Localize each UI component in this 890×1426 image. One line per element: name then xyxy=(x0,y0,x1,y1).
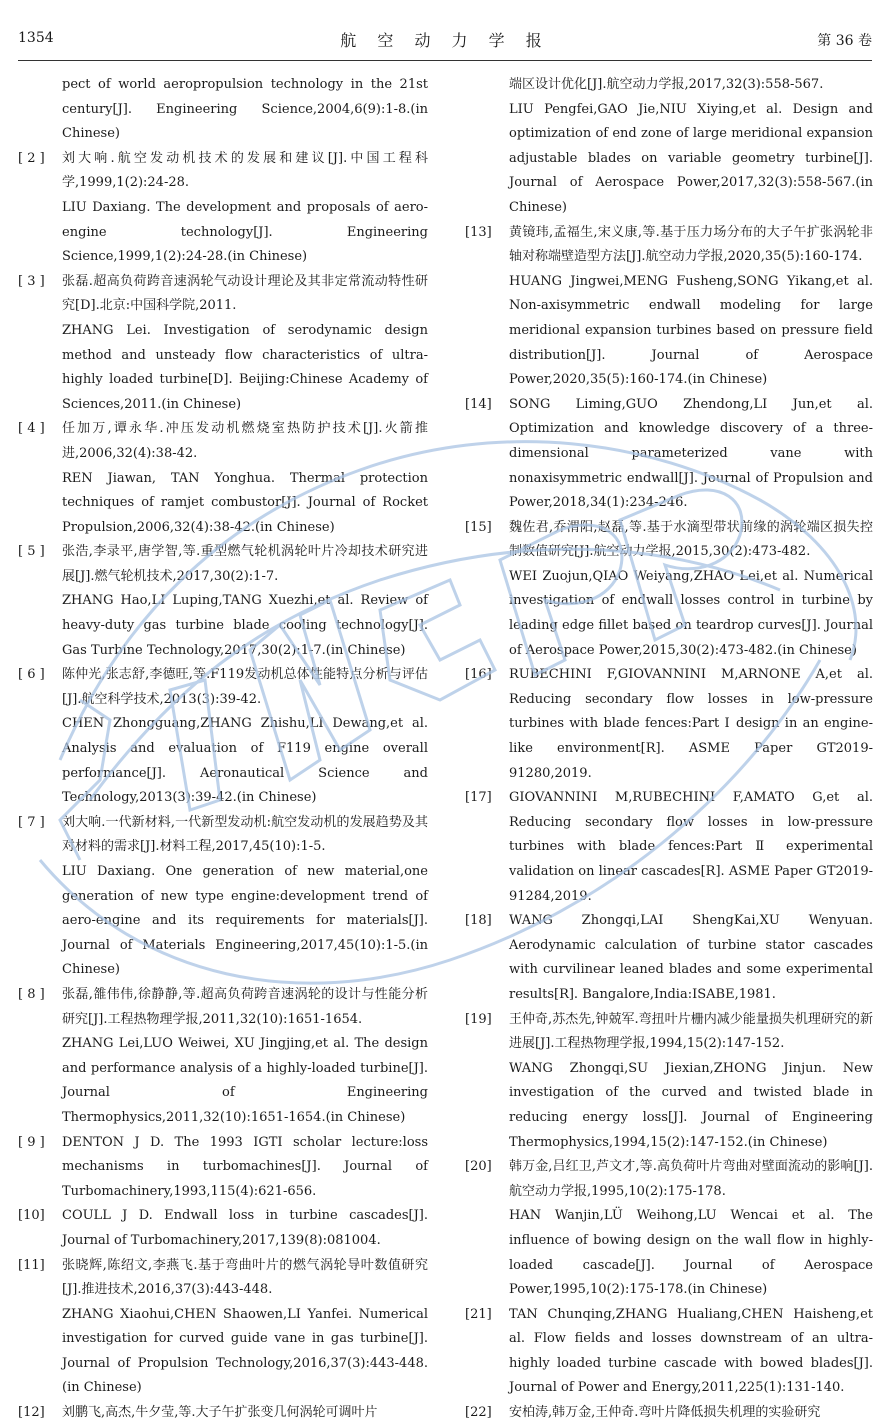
reference-item xyxy=(18,540,428,663)
reference-item xyxy=(18,811,428,983)
reference-item xyxy=(465,1303,873,1401)
reference-text: 刘大响.一代新材料,一代新型发动机:航空发动机的发展趋势及其对材料的需求[J].材料工程,2017,45(10):1-5. xyxy=(62,814,428,855)
reference-number: [ 6 ] xyxy=(18,667,45,683)
reference-item xyxy=(465,1401,873,1426)
reference-number: [16] xyxy=(465,667,492,683)
reference-text: RUBECHINI F,GIOVANNINI M,ARNONE A,et al. Reducing secondary flow losses in low-pressure turbines with blade fences:Part Ⅰ design in an engine-like environment[R]. ASME Paper GT2019-91280,2019. xyxy=(509,667,873,781)
reference-text: pect of world aeropropulsion technology in the 21st century[J]. Engineering Science,2004,6(9):1-8.(in Chinese) xyxy=(62,77,428,142)
reference-text: 端区设计优化[J].航空动力学报,2017,32(3):558-567. xyxy=(509,77,824,92)
reference-item xyxy=(18,1204,428,1253)
reference-text: GIOVANNINI M,RUBECHINI F,AMATO G,et al. Reducing secondary flow losses in low-pressure turbines with blade fences:Part Ⅱ experimental validation on linear cascades[R]. ASME Paper GT2019-91284,2019. xyxy=(509,790,873,904)
reference-text: 陈仲光,张志舒,李德旺,等.F119发动机总体性能特点分析与评估[J].航空科学技术,2013(3):39-42. xyxy=(62,667,428,707)
reference-text: 韩万金,吕红卫,芦文才,等.高负荷叶片弯曲对壁面流动的影响[J].航空动力学报,1995,10(2):175-178. xyxy=(509,1159,873,1199)
reference-item xyxy=(465,786,873,909)
reference-number: [17] xyxy=(465,790,492,806)
header-divider xyxy=(18,60,872,61)
reference-number: [11] xyxy=(18,1257,45,1273)
reference-item xyxy=(465,221,873,393)
reference-text-translation: ZHANG Lei. Investigation of serodynamic design method and unsteady flow characteristics of ultra-highly loaded turbine[D]. Beijing:Chinese Academy of Sciences,2011.(in Chinese) xyxy=(62,322,428,412)
reference-text: 刘大响.航空发动机技术的发展和建议[J].中国工程科学,1999,1(2):24-28. xyxy=(62,150,428,191)
reference-number: [21] xyxy=(465,1306,492,1322)
references-left-column xyxy=(18,73,428,1426)
reference-text-translation: LIU Daxiang. The development and proposals of aero-engine technology[J]. Engineering Science,1999,1(2):24-28.(in Chinese) xyxy=(62,199,428,265)
references-right-column xyxy=(465,73,873,1426)
reference-text-translation: ZHANG Lei,LUO Weiwei, XU Jingjing,et al. The design and performance analysis of a highly-loaded turbine[J]. Journal of Engineering Thermophysics,2011,32(10):1651-1654.(in Chinese) xyxy=(62,1036,428,1125)
reference-text: DENTON J D. The 1993 IGTI scholar lecture:loss mechanisms in turbomachines[J]. Journal of Turbomachinery,1993,115(4):621-656. xyxy=(62,1134,428,1199)
reference-number: [18] xyxy=(465,913,492,929)
reference-number: [ 4 ] xyxy=(18,421,45,437)
reference-number: [ 9 ] xyxy=(18,1134,45,1150)
reference-number: [20] xyxy=(465,1159,492,1175)
reference-number: [12] xyxy=(18,1405,45,1421)
reference-item xyxy=(465,73,873,221)
page-number: 1354 xyxy=(18,30,54,46)
reference-text-translation: REN Jiawan, TAN Yonghua. Thermal protection techniques of ramjet combustor[J]. Journal of Rocket Propulsion,2006,32(4):38-42.(in Chinese) xyxy=(62,470,428,535)
reference-text: 张晓辉,陈绍文,李燕飞.基于弯曲叶片的燃气涡轮导叶数值研究[J].推进技术,2016,37(3):443-448. xyxy=(62,1257,428,1298)
reference-number: [14] xyxy=(465,396,492,412)
reference-text: 魏佐君,乔渭阳,赵磊,等.基于水滴型带状前缘的涡轮端区损失控制数值研究[J].航空动力学报,2015,30(2):473-482. xyxy=(509,519,873,560)
reference-number: [ 8 ] xyxy=(18,986,45,1002)
reference-item xyxy=(18,270,428,418)
reference-text-translation: LIU Daxiang. One generation of new material,one generation of new type engine:development trend of aero-engine and its requirements for materials[J]. Journal of Materials Engineering,2017,45(10):1-5.(in Chinese) xyxy=(62,864,428,978)
reference-number: [ 3 ] xyxy=(18,273,45,289)
reference-item xyxy=(465,1008,873,1156)
reference-text: 任加万,谭永华.冲压发动机燃烧室热防护技术[J].火箭推进,2006,32(4):38-42. xyxy=(62,421,428,461)
page-header xyxy=(18,26,872,60)
reference-text: 刘鹏飞,高杰,牛夕莹,等.大子午扩张变几何涡轮可调叶片 xyxy=(62,1405,378,1421)
reference-item xyxy=(18,417,428,540)
reference-text: 黄镜玮,孟福生,宋义康,等.基于压力场分布的大子午扩张涡轮非轴对称端壁造型方法[J].航空动力学报,2020,35(5):160-174. xyxy=(509,224,873,265)
reference-text-translation: ZHANG Hao,LI Luping,TANG Xuezhi,et al. Review of heavy-duty gas turbine blade cooling technology[J]. Gas Turbine Technology,2017,30(2):1-7.(in Chinese) xyxy=(62,593,428,658)
reference-number: [13] xyxy=(465,224,492,240)
reference-text-translation: CHEN Zhongguang,ZHANG Zhishu,LI Dewang,et al. Analysis and evaluation of F119 engine overall performance[J]. Aeronautical Science and Technology,2013(3):39-42.(in Chinese) xyxy=(62,716,428,806)
reference-item xyxy=(465,393,873,516)
reference-text-translation: ZHANG Xiaohui,CHEN Shaowen,LI Yanfei. Numerical investigation for curved guide vane in gas turbine[J]. Journal of Propulsion Technology,2016,37(3):443-448.(in Chinese) xyxy=(62,1306,428,1396)
reference-number: [ 7 ] xyxy=(18,814,45,830)
reference-item xyxy=(465,516,873,664)
reference-number: [ 5 ] xyxy=(18,544,45,560)
reference-item xyxy=(465,1155,873,1303)
reference-text-translation: HAN Wanjin,LÜ Weihong,LU Wencai et al. The influence of bowing design on the wall flow in highly-loaded cascade[J]. Journal of Aerospace Power,1995,10(2):175-178.(in Chinese) xyxy=(509,1208,873,1298)
reference-number: [22] xyxy=(465,1405,492,1421)
reference-number: [ 2 ] xyxy=(18,150,45,166)
volume-label: 第 36 卷 xyxy=(817,33,872,49)
reference-item xyxy=(18,147,428,270)
reference-text: WANG Zhongqi,LAI ShengKai,XU Wenyuan. Aerodynamic calculation of turbine stator cascades with curvilinear leaned blades and some experimental results[R]. Bangalore,India:ISABE,1981. xyxy=(509,913,873,1002)
reference-item xyxy=(18,73,428,147)
journal-title: 航 空 动 力 学 报 xyxy=(340,31,550,50)
reference-item xyxy=(18,663,428,811)
reference-text: 王仲奇,苏杰先,钟兢军.弯扭叶片栅内减少能量损失机理研究的新进展[J].工程热物理学报,1994,15(2):147-152. xyxy=(509,1011,873,1052)
reference-number: [19] xyxy=(465,1011,492,1027)
reference-item xyxy=(18,1131,428,1205)
reference-text: 安柏涛,韩万金,王仲奇.弯叶片降低损失机理的实验研究 xyxy=(509,1405,821,1421)
reference-item xyxy=(18,1401,428,1426)
reference-item xyxy=(465,663,873,786)
reference-text-translation: LIU Pengfei,GAO Jie,NIU Xiying,et al. Design and optimization of end zone of large meridional expansion adjustable blades on variable geometry turbine[J]. Journal of Aerospace Power,2017,32(3):558-567.(in Chinese) xyxy=(509,101,873,215)
reference-text: 张浩,李录平,唐学智,等.重型燃气轮机涡轮叶片冷却技术研究进展[J].燃气轮机技术,2017,30(2):1-7. xyxy=(62,544,428,584)
reference-number: [15] xyxy=(465,519,492,535)
reference-item xyxy=(18,983,428,1131)
reference-text-translation: WANG Zhongqi,SU Jiexian,ZHONG Jinjun. New investigation of the curved and twisted blade in reducing energy loss[J]. Journal of Engineering Thermophysics,1994,15(2):147-152.(in Chinese) xyxy=(509,1060,873,1150)
reference-text: 张磊.超高负荷跨音速涡轮气动设计理论及其非定常流动特性研究[D].北京:中国科学院,2011. xyxy=(62,273,428,314)
reference-text: TAN Chunqing,ZHANG Hualiang,CHEN Haisheng,et al. Flow fields and losses downstream of an ultra-highly loaded turbine cascade with bowed blades[J]. Journal of Power and Energy,2011,225(1):131-140. xyxy=(509,1306,873,1396)
reference-item xyxy=(18,1254,428,1402)
reference-text-translation: HUANG Jingwei,MENG Fusheng,SONG Yikang,et al. Non-axisymmetric endwall modeling for large meridional expansion turbines based on pressure field distribution[J]. Journal of Aerospace Power,2020,35(5):160-174.(in Chinese) xyxy=(509,273,873,388)
reference-text: SONG Liming,GUO Zhendong,LI Jun,et al. Optimization and knowledge discovery of a three-dimensional parameterized vane with nonaxisymmetric endwall[J]. Journal of Propulsion and Power,2018,34(1):234-246. xyxy=(509,396,873,511)
reference-text: COULL J D. Endwall loss in turbine cascades[J]. Journal of Turbomachinery,2017,139(8):081004. xyxy=(62,1208,428,1248)
reference-text: 张磊,雒伟伟,徐静静,等.超高负荷跨音速涡轮的设计与性能分析研究[J].工程热物理学报,2011,32(10):1651-1654. xyxy=(62,986,428,1027)
reference-number: [10] xyxy=(18,1208,45,1224)
reference-item xyxy=(465,909,873,1007)
reference-text-translation: WEI Zuojun,QIAO Weiyang,ZHAO Lei,et al. Numerical investigation of endwall losses control in turbine by leading edge fillet based on teardrop curves[J]. Journal of Aerospace Power,2015,30(2):473-482.(in Chinese) xyxy=(509,568,873,658)
